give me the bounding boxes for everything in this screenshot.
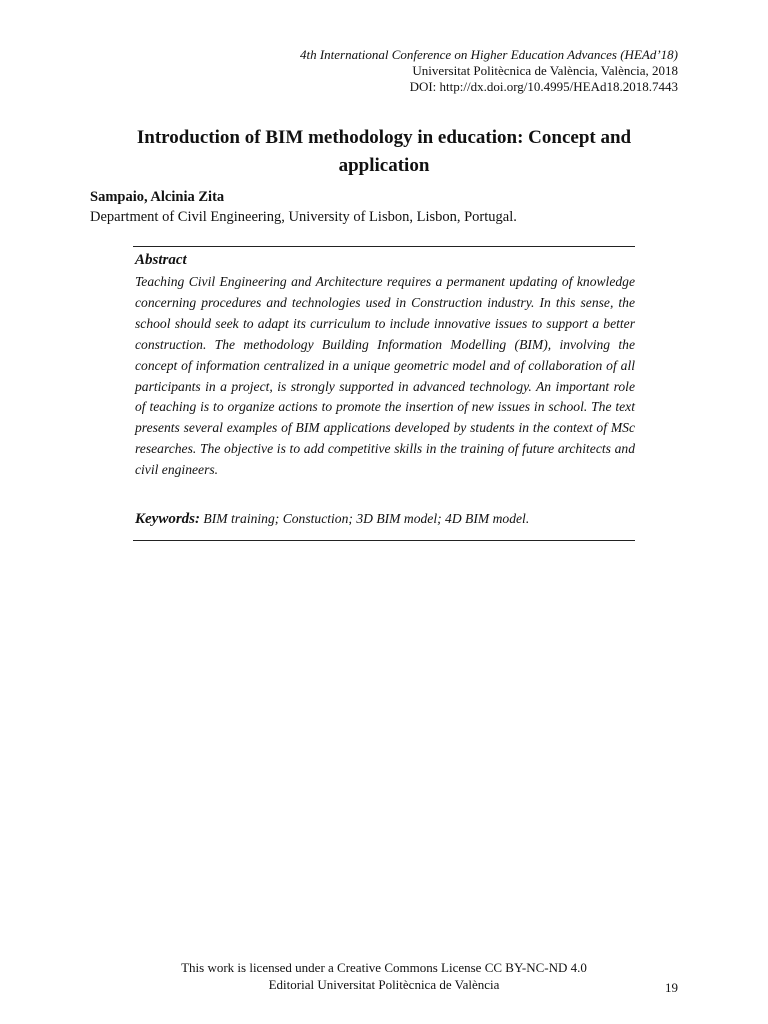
author-affiliation: Department of Civil Engineering, University of Lisbon, Lisbon, Portugal. — [90, 209, 517, 225]
license-notice: This work is licensed under a Creative Commons License CC BY-NC-ND 4.0 — [181, 960, 587, 975]
keywords-list: BIM training; Constuction; 3D BIM model; 4D BIM model. — [203, 511, 530, 526]
doi-link[interactable]: DOI: http://dx.doi.org/10.4995/HEAd18.2018.7443 — [409, 79, 678, 94]
conference-name: 4th International Conference on Higher Education Advances (HEAd’18) — [299, 47, 678, 62]
author-name: Sampaio, Alcinia Zita — [90, 189, 225, 205]
running-header — [300, 47, 678, 95]
page-footer — [90, 959, 678, 993]
keywords-line — [135, 509, 529, 529]
footer-publisher: Editorial Universitat Politècnica de València — [268, 977, 500, 992]
abstract-section — [133, 246, 635, 541]
page-number: 19 — [665, 980, 678, 995]
abstract-text: Teaching Civil Engineering and Architecture requires a permanent updating of knowledge concerning procedures and technologies used in Construction industry. In this sense, the school should seek to adapt its curriculum to include innovative issues to support a better construction. The methodology Building Information Modelling (BIM), involving the concept of information centralized in a unique geometric model and of collaboration of all participants in a project, is strongly supported in advanced technology. An important role of teaching is to organize actions to promote the insertion of new issues in school. The text presents several examples of BIM applications developed by students in the context of MSc researches. The objective is to add competitive skills in the training of future architects and civil engineers. — [135, 274, 635, 478]
abstract-heading: Abstract — [135, 252, 187, 268]
publisher-place: Universitat Politècnica de València, València, 2018 — [412, 63, 678, 78]
keywords-label: Keywords: — [135, 511, 200, 527]
paper-title: Introduction of BIM methodology in education: Concept and application — [136, 127, 632, 176]
